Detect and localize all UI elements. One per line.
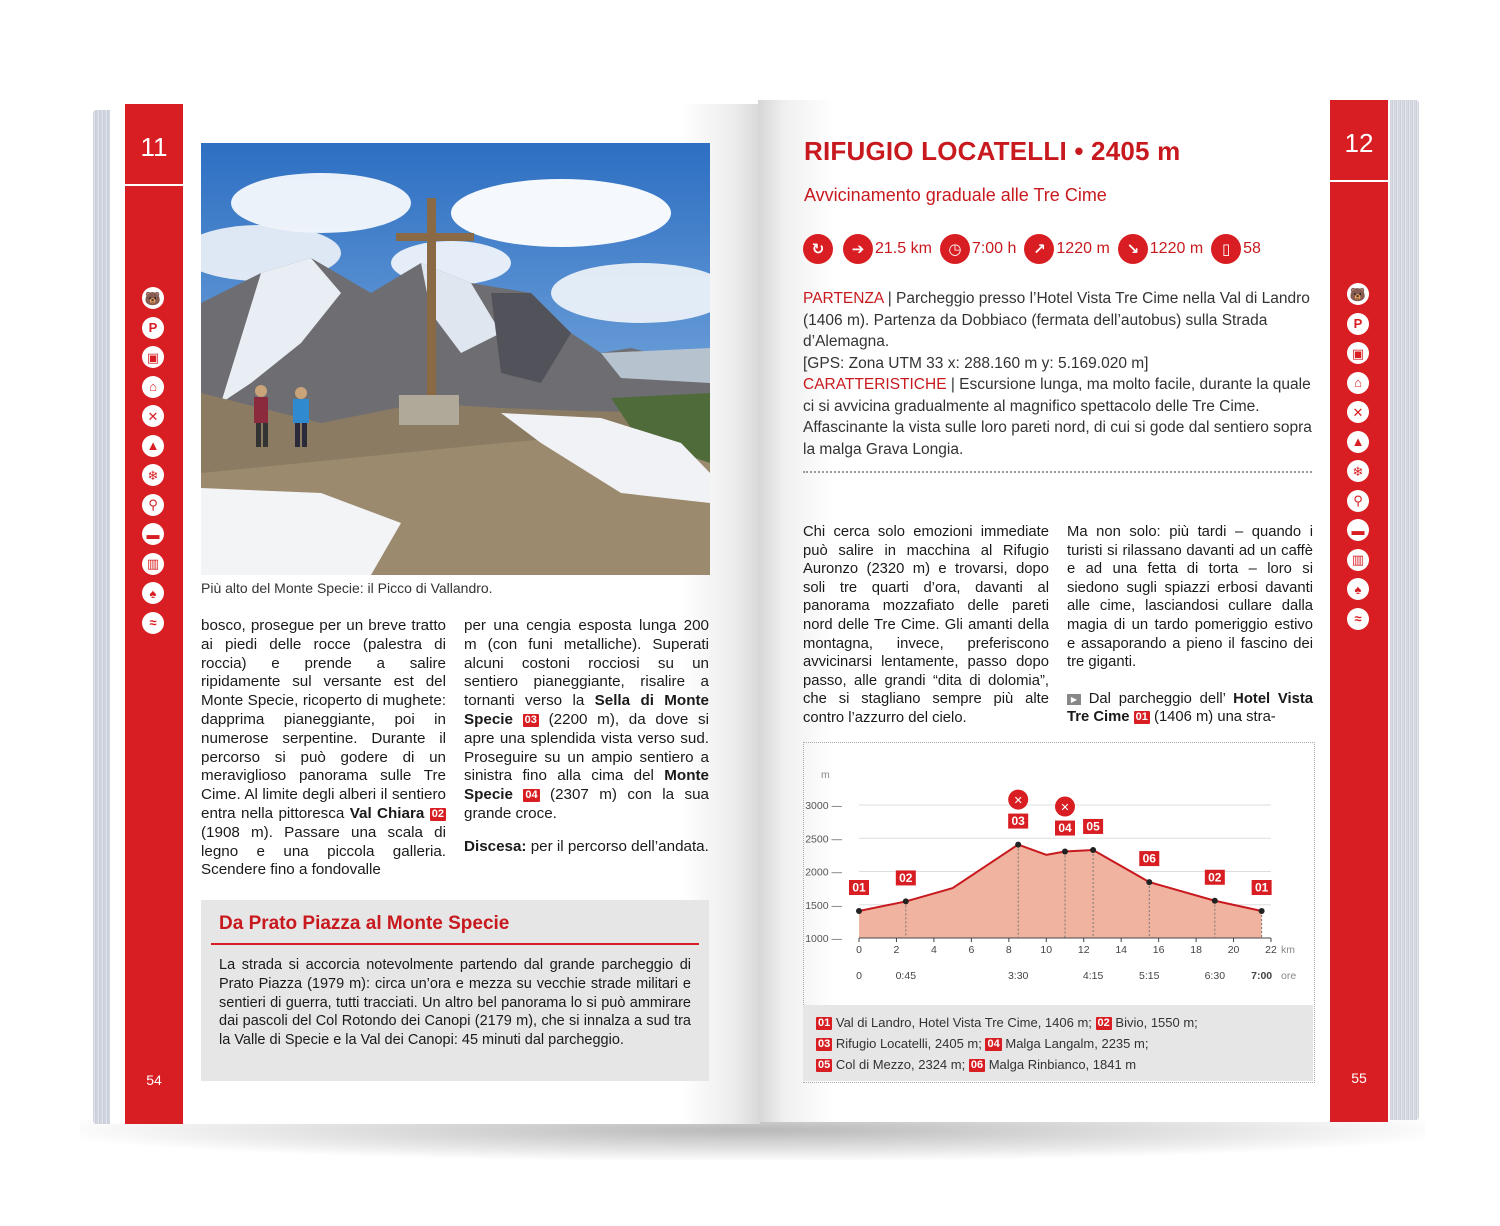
- place-name: Monte Specie: [464, 767, 709, 804]
- start-text: | Parcheggio presso l’Hotel Vista Tre Cime nella Val di Landro (1406 m). Partenza da Dobbiaco (fermata dell’autobus) sulla Strada d’Alemagna.: [803, 290, 1310, 350]
- body-text: bosco, prosegue per un breve tratto ai piedi delle rocce (palestra di roccia) e prende a salire ripidamente sul versante est del Monte Specie, ricoperto di mughete: dapprima pianeggiante, poi in numerose serpentine. Durante il percorso si può godere di un meraviglioso panorama sulle Tre Cime. Al limite degli alberi il sentiero entra nella pittoresca: [201, 617, 446, 822]
- hut-icon: ▲: [142, 435, 164, 457]
- time-axis-label: ore: [1281, 970, 1297, 982]
- waypoint-badge: 02: [431, 807, 444, 820]
- x-tick-label: 12: [1077, 944, 1090, 956]
- x-tick-label: 10: [1040, 944, 1053, 956]
- time-tick-label: 0: [856, 970, 862, 982]
- waypoint-badge: 04: [525, 789, 538, 802]
- cable-car-icon: ⌂: [1347, 372, 1369, 394]
- left-page-number: 54: [146, 1072, 162, 1088]
- x-tick-label: 4: [930, 944, 937, 956]
- time-tick-label: 0:45: [895, 970, 917, 982]
- waypoint-label: 03: [1011, 814, 1025, 829]
- right-page-number: 55: [1351, 1070, 1367, 1086]
- loop-icon: ↻: [803, 234, 833, 264]
- info-box: [201, 900, 709, 1081]
- forest-icon: ♠: [1347, 578, 1369, 600]
- start-label: PARTENZA: [803, 290, 884, 307]
- band-separator: [125, 184, 183, 186]
- waypoint-badge: 04: [987, 1038, 1000, 1050]
- museum-icon: ▥: [142, 553, 164, 575]
- tour-title: RIFUGIO LOCATELLI • 2405 m: [804, 136, 1181, 166]
- distance-stat: [843, 234, 932, 264]
- left-chapter-number: 11: [140, 132, 168, 162]
- right-chapter-number: 12: [1344, 128, 1374, 158]
- y-tick-label: 2000 —: [805, 866, 842, 879]
- waypoint-dot: [1212, 898, 1218, 904]
- time-stat: [940, 234, 1016, 264]
- info-box-text: La strada si accorcia notevolmente partendo dal grande parcheggio di Prato Piazza (1979 m): circa un’ora e mezza su vecchie strade militari e sentieri di guerra, tutti tracciati. Un altro bel panorama lo si può ammirare dai pascoli del Col Rotondo dei Canopi (2179 m), che si innalza a sud tra la Valle di Specie e la Val dei Canopi: 45 minuti dal parcheggio.: [219, 957, 691, 1049]
- swim-icon: ≈: [1347, 608, 1369, 630]
- legend-text: Val di Landro, Hotel Vista Tre Cime, 1406 m;: [835, 1015, 1092, 1030]
- x-tick-label: 6: [968, 944, 975, 956]
- mountain-cross-photo: [201, 143, 710, 575]
- hut-icon: ▲: [1347, 431, 1369, 453]
- legend-text: Col di Mezzo, 2324 m;: [835, 1057, 966, 1072]
- waypoint-label: 01: [852, 880, 866, 895]
- swim-icon: ≈: [142, 612, 164, 634]
- play-icon: ▶: [1067, 694, 1081, 705]
- y-tick-label: 3000 —: [805, 800, 842, 812]
- museum-icon: ▥: [1347, 549, 1369, 571]
- x-tick-label: 18: [1190, 944, 1202, 956]
- right-icon-column: [1347, 283, 1371, 637]
- x-tick-label: 8: [1005, 944, 1012, 956]
- parking-icon: P: [142, 317, 164, 339]
- bus-icon: ▣: [1347, 342, 1369, 364]
- body-text: (1406 m) una stra-: [1154, 709, 1276, 726]
- snow-icon: ❄: [142, 464, 164, 486]
- time-tick-label: 5:15: [1139, 970, 1160, 982]
- bike-icon: ⚲: [1347, 490, 1369, 512]
- waypoint-dot: [856, 908, 862, 914]
- bike-icon: ⚲: [142, 494, 164, 516]
- right-text-column-2: [1067, 523, 1313, 727]
- x-axis-label: km: [1281, 944, 1295, 956]
- restaurant-icon: ✕: [1347, 401, 1369, 423]
- x-tick-label: 14: [1115, 944, 1128, 956]
- bear-icon: 🐻: [1347, 283, 1369, 305]
- ascent-value: 1220 m: [1056, 240, 1110, 257]
- left-chapter-band: [125, 104, 183, 1124]
- waypoint-badge: 06: [970, 1059, 984, 1071]
- left-icon-column: [142, 287, 166, 641]
- descent-label: Discesa:: [464, 837, 527, 855]
- waypoint-badge: 01: [1135, 711, 1148, 724]
- body-text: (1908 m). Passare una scala di legno e una piccola galleria. Scendere fino a fondovalle: [201, 823, 446, 879]
- legend-text: Rifugio Locatelli, 2405 m;: [835, 1036, 982, 1051]
- elevation-profile-chart: [804, 743, 1314, 1005]
- clock-icon: ◷: [940, 234, 970, 264]
- x-tick-label: 2: [893, 944, 900, 956]
- distance-value: 21.5 km: [875, 240, 932, 257]
- parking-icon: P: [1347, 313, 1369, 335]
- descent-icon: ↘: [1118, 234, 1148, 264]
- waypoint-dot: [1015, 842, 1021, 848]
- time-tick-label: 3:30: [1007, 970, 1029, 982]
- place-name: Hotel Vista Tre Cime: [1067, 690, 1313, 726]
- waypoint-badge: 05: [818, 1059, 831, 1071]
- waypoint-label: 06: [1142, 851, 1156, 866]
- descent-paragraph: [464, 838, 709, 857]
- legend-line-2: [816, 1036, 1148, 1051]
- index-stat: [1211, 234, 1261, 264]
- ascent-stat: [1024, 234, 1109, 264]
- descent-text: per il percorso dell’andata.: [530, 837, 709, 855]
- place-name: Sella di Monte Specie: [464, 692, 709, 728]
- bear-icon: 🐻: [142, 287, 164, 309]
- waypoint-label: 05: [1086, 819, 1100, 834]
- waypoint-label: 02: [899, 870, 913, 885]
- legend-text: Malga Rinbianco, 1841 m: [988, 1057, 1137, 1072]
- loop-stat: [803, 234, 835, 264]
- legend-text: Bivio, 1550 m;: [1115, 1015, 1198, 1030]
- waypoint-badge: 03: [818, 1038, 831, 1050]
- waypoint-label: 01: [1254, 880, 1269, 895]
- waypoint-badge: 02: [1097, 1017, 1110, 1029]
- time-value: 7:00 h: [971, 240, 1017, 257]
- descent-stat: [1118, 234, 1203, 264]
- snow-icon: ❄: [1347, 460, 1369, 482]
- time-tick-label: 4:15: [1082, 970, 1104, 982]
- features-label: CARATTERISTICHE: [803, 376, 947, 393]
- body-text: per una cengia esposta lunga 200 m (con funi metalliche). Superati alcuni costoni rocciosi su un sentiero pianeggiante, risalire a tornanti verso la: [464, 617, 709, 710]
- tour-subtitle: Avvicinamento graduale alle Tre Cime: [804, 185, 1107, 205]
- y-axis-label: m: [821, 769, 830, 781]
- body-text: (2200 m), da dove si apre una splendida vista verso sud. Proseguire su un ampio sentiero a sinistra fino alla cima del: [464, 710, 709, 785]
- page-edges-right: [1385, 100, 1419, 1120]
- bus-icon: ▣: [142, 346, 164, 368]
- legend-line-3: [816, 1057, 1136, 1072]
- waypoint-badge: 01: [818, 1017, 831, 1029]
- legend-text: Malga Langalm, 2235 m;: [1005, 1036, 1149, 1051]
- features-text: | Escursione lunga, ma molto facile, durante la quale ci si avvicina gradualmente al magnifico spettacolo delle Tre Cime. Affascinante la vista sulle loro pareti nord, di cui si gode dal sentiero sopra la malga Grava Longia.: [803, 376, 1312, 458]
- y-tick-label: 2500 —: [805, 833, 842, 846]
- signpost-icon: ➔: [843, 234, 873, 264]
- route-start-paragraph: [1067, 690, 1313, 727]
- cable-car-icon: ⌂: [142, 376, 164, 398]
- restaurant-icon-glyph: ✕: [1013, 794, 1023, 808]
- left-text-column-1: [201, 617, 446, 880]
- x-tick-label: 22: [1265, 944, 1277, 956]
- info-box-rule: [211, 943, 699, 945]
- waypoint-dot: [1146, 879, 1152, 885]
- waypoint-label: 04: [1058, 821, 1072, 836]
- waypoint-label: 02: [1208, 870, 1222, 885]
- phone-icon: ▯: [1211, 234, 1241, 264]
- bed-icon: ▬: [142, 523, 164, 545]
- restaurant-icon-glyph: ✕: [1060, 801, 1070, 815]
- restaurant-icon: ✕: [142, 405, 164, 427]
- profile-area: [859, 845, 1262, 938]
- descent-value: 1220 m: [1149, 240, 1204, 257]
- waypoint-badge: 03: [524, 713, 537, 726]
- waypoint-dot: [1259, 908, 1265, 914]
- forest-icon: ♠: [142, 582, 164, 604]
- body-text: Ma non solo: più tardi – quando i turisti si rilassano davanti ad un caffè e ad una fetta di torta – loro si siedono sugli spiazzi erbosi davanti alle cime, lasciandosi cullare dalla magia di un tardo pomeriggio estivo e assaporando a pieno il fascino dei tre giganti.: [1067, 524, 1313, 671]
- index-value: 58: [1243, 240, 1261, 257]
- tour-stats: [803, 233, 1269, 265]
- x-tick-label: 16: [1152, 944, 1165, 956]
- waypoint-dot: [1090, 847, 1096, 853]
- y-tick-label: 1000 —: [805, 933, 842, 945]
- ascent-icon: ↗: [1024, 234, 1054, 264]
- gps-coordinates: [GPS: Zona UTM 33 x: 288.160 m y: 5.169.020 m]: [803, 354, 1149, 372]
- place-name: Val Chiara: [349, 804, 425, 822]
- y-tick-label: 1500 —: [805, 899, 842, 912]
- right-chapter-band: [1330, 100, 1388, 1122]
- bed-icon: ▬: [1347, 519, 1369, 541]
- photo-caption: Più alto del Monte Specie: il Picco di Vallandro.: [201, 580, 493, 596]
- time-tick-label: 6:30: [1204, 970, 1226, 982]
- legend-line-1: [816, 1015, 1198, 1030]
- waypoint-dot: [1062, 849, 1068, 855]
- x-tick-label: 0: [856, 944, 862, 956]
- info-box-title: Da Prato Piazza al Monte Specie: [219, 913, 510, 934]
- x-tick-label: 20: [1227, 944, 1240, 956]
- body-text: Dal parcheggio dell’: [1088, 690, 1226, 707]
- dotted-divider: [803, 471, 1312, 473]
- band-separator: [1330, 180, 1388, 182]
- waypoint-dot: [903, 898, 909, 904]
- right-text-column-1: Chi cerca solo emozioni immediate può salire in macchina al Rifugio Auronzo (2320 m) e trovarsi, dopo soli tre quarti d’ora, davanti al panorama mozzafiato delle pareti nord delle Tre Cime. Gli amanti della montagna, invece, preferiscono avvicinarsi lentamente, passo dopo passo, alle grandi “dita di dolomia”, che si stagliano sempre più alte contro l’azzurro del cielo.: [803, 524, 1049, 726]
- left-text-column-2: [464, 617, 709, 857]
- time-tick-label: 7:00: [1251, 970, 1273, 982]
- body-text: (2307 m) con la sua grande croce.: [464, 786, 709, 822]
- tour-info: [803, 288, 1313, 460]
